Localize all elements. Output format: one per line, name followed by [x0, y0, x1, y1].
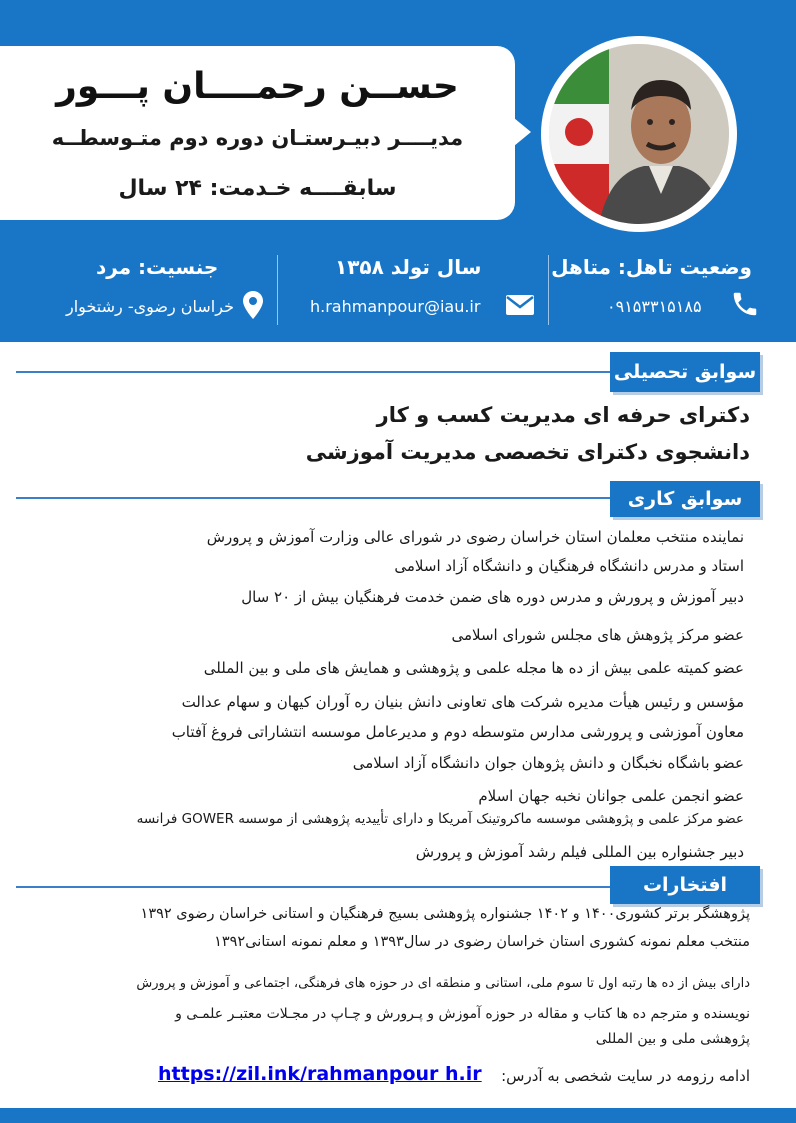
profile-photo-frame — [541, 36, 737, 232]
name-card — [0, 46, 515, 220]
section-education-title: سوابق تحصیلی — [610, 352, 760, 392]
person-name: حســن رحمــــان پـــور — [56, 66, 459, 107]
birth-year: سال تولد ۱۳۵۸ — [335, 255, 482, 279]
section-line — [16, 371, 616, 373]
phone-number: ۰۹۱۵۳۳۱۵۱۸۵ — [607, 297, 702, 316]
profile-photo — [549, 44, 729, 224]
honor-item: پژوهشگر برتر کشوری۱۴۰۰ و ۱۴۰۲ جشنواره پژوهشی بسیج فرهنگیان و استانی خراسان رضوی ۱۳۹۲ — [140, 906, 750, 922]
gender: جنسیت: مرد — [96, 255, 219, 279]
website-link[interactable]: https://zil.ink/rahmanpour h.ir — [158, 1063, 482, 1085]
education-item: دکترای حرفه ای مدیریت کسب و کار — [376, 403, 750, 427]
job-title: مدیــــر دبیـرستـان دوره دوم متـوسطــه — [51, 126, 464, 150]
honor-item: نویسنده و مترجم ده ها کتاب و مقاله در حوزه آموزش و پـرورش و چـاپ در مجـلات معتبـر علمـی و — [175, 1006, 750, 1022]
work-item: عضو انجمن علمی جوانان نخبه جهان اسلام — [478, 787, 744, 805]
work-item: عضو مرکز علمی و پژوهشی موسسه ماکروتینک آمریکا و دارای تأییدیه پژوهشی از موسسه GOWER فرانسه — [136, 811, 744, 827]
work-item: عضو باشگاه نخبگان و دانش پژوهان جوان دانشگاه آزاد اسلامی — [352, 754, 744, 772]
header-banner — [0, 0, 796, 342]
honor-item: منتخب معلم نمونه کشوری استان خراسان رضوی در سال۱۳۹۳ و معلم نمونه استانی۱۳۹۲ — [214, 934, 750, 950]
footer-bar — [0, 1108, 796, 1123]
education-item: دانشجوی دکترای تخصصی مدیریت آموزشی — [305, 440, 750, 464]
work-item: نماینده منتخب معلمان استان خراسان رضوی در شورای عالی وزارت آموزش و پرورش — [206, 528, 744, 546]
section-honors-title: افتخارات — [610, 866, 760, 904]
section-line — [16, 497, 616, 499]
work-item: استاد و مدرس دانشگاه فرهنگیان و دانشگاه آزاد اسلامی — [394, 557, 744, 575]
honor-item: پژوهشی ملی و بین المللی — [595, 1031, 750, 1047]
email-icon — [505, 293, 535, 321]
section-line — [16, 886, 616, 888]
location: خراسان رضوی- رشتخوار — [66, 297, 234, 316]
experience-years: سابقــــه خـدمت: ۲۴ سال — [118, 176, 397, 201]
email-address[interactable]: h.rahmanpour@iau.ir — [310, 297, 481, 316]
honor-item: دارای بیش از ده ها رتبه اول تا سوم ملی، استانی و منطقه ای در حوزه های فرهنگی، اجتماعی و آموزش و پرورش — [136, 976, 750, 991]
work-item: مؤسس و رئیس هیأت مدیره شرکت های تعاونی دانش بنیان ره آوران کیهان و سهام عدالت — [181, 693, 744, 711]
section-work-title: سوابق کاری — [610, 481, 760, 517]
work-item: معاون آموزشی و پرورشی مدارس متوسطه دوم و مدیرعامل موسسه انتشاراتی فروغ آفتاب — [171, 723, 744, 741]
divider — [277, 255, 278, 325]
work-item: عضو کمیته علمی بیش از ده ها مجله علمی و پژوهشی و همایش های ملی و بین المللی — [203, 659, 744, 677]
location-pin-icon — [242, 290, 264, 324]
divider — [548, 255, 549, 325]
phone-icon — [730, 289, 760, 323]
marital-status: وضعیت تاهل: متاهل — [551, 255, 752, 279]
work-item: عضو مرکز پژوهش های مجلس شورای اسلامی — [451, 626, 744, 644]
more-info-label: ادامه رزومه در سایت شخصی به آدرس: — [501, 1067, 750, 1085]
work-item: دبیر جشنواره بین المللی فیلم رشد آموزش و پرورش — [415, 843, 744, 861]
work-item: دبیر آموزش و پرورش و مدرس دوره های ضمن خدمت فرهنگیان بیش از ۲۰ سال — [241, 588, 744, 606]
